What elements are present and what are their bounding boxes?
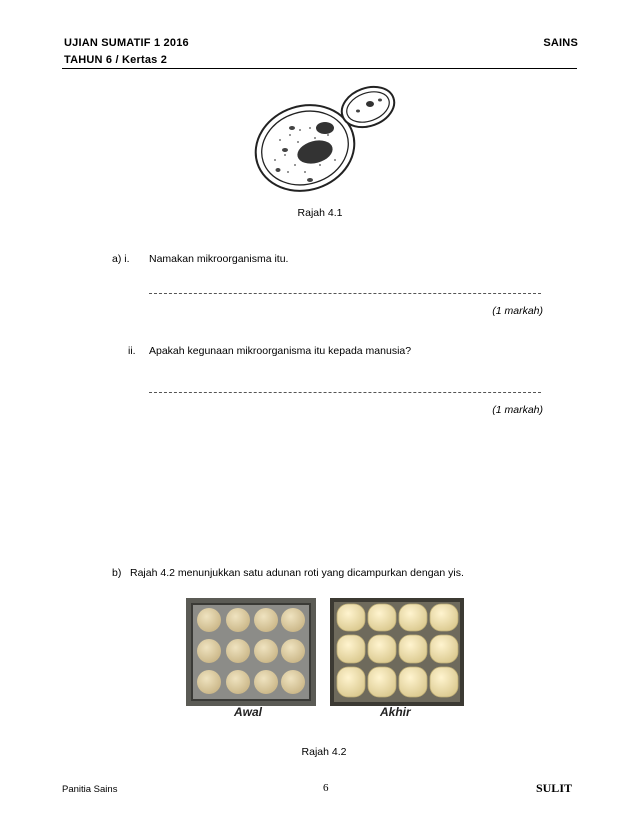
question-a-i-text: Namakan mikroorganisma itu. xyxy=(149,253,289,265)
footer-panel: Panitia Sains xyxy=(62,784,118,795)
answer-line-a-ii xyxy=(149,392,541,393)
question-a-ii-label: ii. xyxy=(128,345,136,357)
question-b-text: Rajah 4.2 menunjukkan satu adunan roti yang dicampurkan dengan yis. xyxy=(130,567,464,579)
subject-title: SAINS xyxy=(543,37,578,49)
paper-subtitle: TAHUN 6 / Kertas 2 xyxy=(64,54,168,66)
label-awal: Awal xyxy=(234,705,263,719)
figure-caption-4-2: Rajah 4.2 xyxy=(301,746,347,758)
question-a-ii-text: Apakah kegunaan mikroorganisma itu kepada manusia? xyxy=(149,345,412,357)
marks-a-ii: (1 markah) xyxy=(492,404,543,416)
header-rule xyxy=(62,68,577,69)
figure-caption-4-1: Rajah 4.1 xyxy=(297,207,343,219)
dough-start-photo xyxy=(186,598,316,706)
label-akhir: Akhir xyxy=(380,705,411,719)
footer-sulit: SULIT xyxy=(535,781,572,795)
page-number: 6 xyxy=(323,782,329,794)
yeast-cell-figure xyxy=(250,80,410,200)
answer-line-a-i xyxy=(149,293,541,294)
question-a-label: a) i. xyxy=(112,253,130,265)
marks-a-i: (1 markah) xyxy=(492,305,543,317)
exam-title: UJIAN SUMATIF 1 2016 xyxy=(64,37,189,49)
question-b-label: b) xyxy=(112,567,122,579)
dough-end-photo xyxy=(330,598,464,706)
